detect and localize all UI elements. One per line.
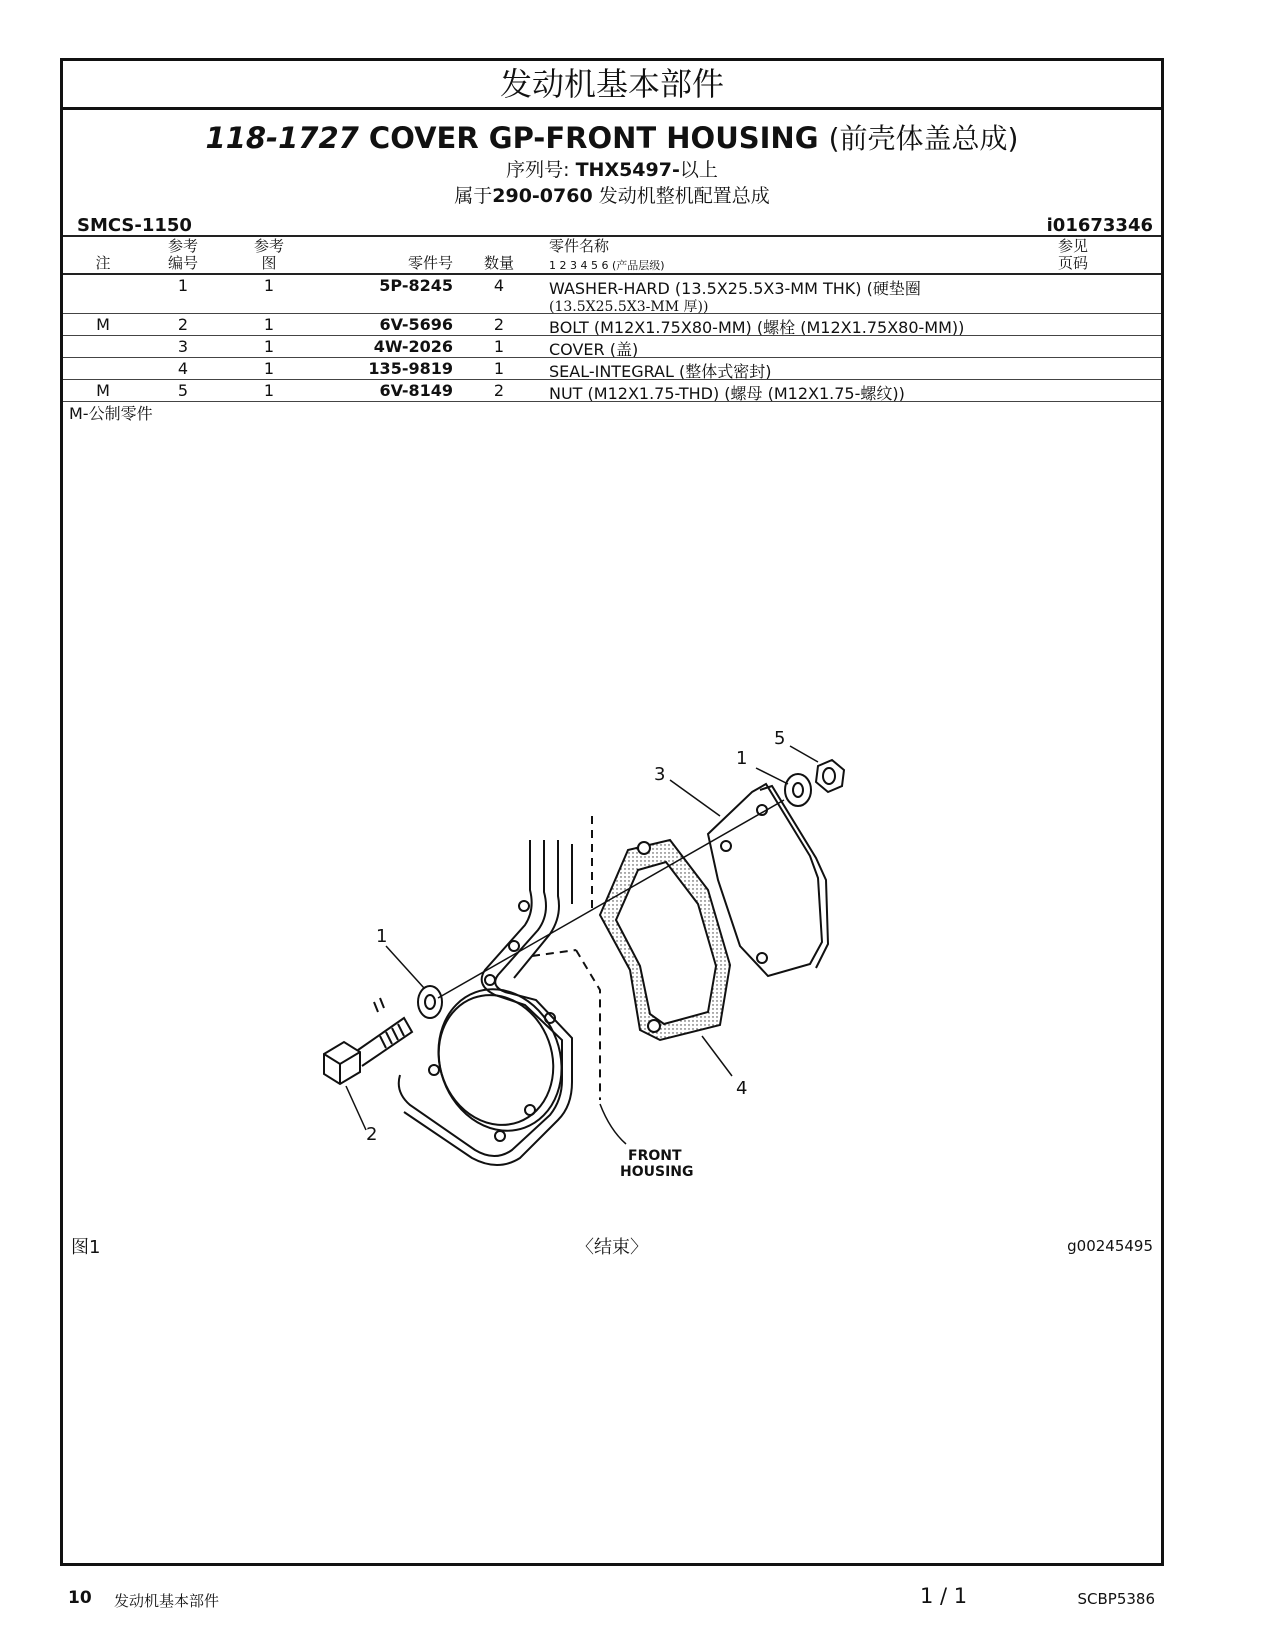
footer-page-of: 1 / 1 bbox=[920, 1584, 968, 1608]
title-part-number: 118-1727 bbox=[205, 121, 359, 155]
table-row bbox=[63, 314, 1161, 336]
row-part-number: 5P-8245 bbox=[379, 276, 453, 295]
row-name: NUT (M12X1.75-THD) (螺母 (M12X1.75-螺纹)) bbox=[549, 384, 905, 403]
washer-left-drawing bbox=[418, 986, 442, 1018]
title-cn: (前壳体盖总成) bbox=[828, 122, 1019, 155]
footer-page-number: 10 bbox=[68, 1588, 92, 1608]
header-part-no: 零件号 bbox=[407, 254, 453, 272]
row-ref: 4 bbox=[177, 359, 189, 378]
row-qty: 4 bbox=[493, 276, 505, 295]
row-qty: 1 bbox=[493, 359, 505, 378]
table-row bbox=[63, 380, 1161, 402]
row-part-number: 135-9819 bbox=[368, 359, 453, 378]
row-name: COVER (盖) bbox=[549, 340, 639, 359]
row-ref: 2 bbox=[177, 315, 189, 334]
callout-3: 3 bbox=[654, 764, 666, 785]
callout-1-right: 1 bbox=[736, 748, 748, 769]
nut-drawing bbox=[816, 760, 844, 792]
seal-gasket-drawing bbox=[600, 840, 730, 1040]
header-note: 注 bbox=[95, 254, 111, 272]
callout-2: 2 bbox=[366, 1124, 378, 1145]
header-qty: 数量 bbox=[483, 254, 514, 272]
callout-1-left: 1 bbox=[376, 926, 388, 947]
illustration-id: i01673346 bbox=[1046, 215, 1153, 236]
header-levels: 1 2 3 4 5 6 (产品层级) bbox=[549, 259, 665, 272]
row-name: SEAL-INTEGRAL (整体式密封) bbox=[549, 362, 772, 381]
cover-plate-drawing bbox=[708, 784, 828, 976]
smcs-code: SMCS-1150 bbox=[77, 215, 192, 236]
row-part-number: 6V-8149 bbox=[379, 381, 453, 400]
footer-doc-id: SCBP5386 bbox=[1077, 1590, 1155, 1608]
belongs-part: 290-0760 bbox=[492, 185, 593, 207]
row-name: BOLT (M12X1.75X80-MM) (螺栓 (M12X1.75X80-MM)) bbox=[549, 318, 965, 337]
row-ref: 1 bbox=[177, 276, 189, 295]
table-row bbox=[63, 275, 1161, 315]
table-top-rule bbox=[63, 235, 1161, 237]
row-qty: 2 bbox=[493, 381, 505, 400]
header-ref-fig-2: 图 bbox=[261, 254, 277, 272]
row-ref: 3 bbox=[177, 337, 189, 356]
serial-value: THX5497- bbox=[575, 159, 680, 181]
header-name: 零件名称 bbox=[549, 237, 610, 255]
graphic-id: g00245495 bbox=[1067, 1237, 1153, 1255]
callout-4: 4 bbox=[736, 1078, 748, 1099]
row-note: M bbox=[96, 315, 110, 334]
row-fig: 1 bbox=[263, 276, 275, 295]
row-fig: 1 bbox=[263, 337, 275, 356]
header-ref-no-1: 参考 bbox=[167, 237, 198, 255]
row-part-number: 6V-5696 bbox=[379, 315, 453, 334]
title-en: COVER GP-FRONT HOUSING bbox=[368, 121, 819, 155]
row-fig: 1 bbox=[263, 359, 275, 378]
housing-label: HOUSING bbox=[620, 1164, 694, 1180]
row-ref: 5 bbox=[177, 381, 189, 400]
belongs-line bbox=[63, 181, 1161, 208]
row-name-cont: (13.5X25.5X3-MM 厚)) bbox=[549, 299, 709, 315]
belongs-prefix: 属于 bbox=[454, 185, 493, 207]
row-qty: 1 bbox=[493, 337, 505, 356]
callout-5: 5 bbox=[774, 728, 786, 749]
front-label: FRONT bbox=[628, 1148, 682, 1164]
header-see-page-1: 参见 bbox=[1057, 237, 1088, 255]
main-title bbox=[63, 117, 1161, 157]
end-label: 〈结束〉 bbox=[576, 1237, 648, 1258]
row-part-number: 4W-2026 bbox=[373, 337, 453, 356]
bolt-drawing bbox=[324, 998, 412, 1084]
metric-footnote: M-公制零件 bbox=[69, 404, 153, 423]
header-ref-no-2: 编号 bbox=[167, 254, 198, 272]
belongs-name: 发动机整机配置总成 bbox=[598, 185, 770, 207]
header-ref-fig-1: 参考 bbox=[253, 237, 284, 255]
section-title: 发动机基本部件 bbox=[63, 61, 1161, 110]
header-see-page-2: 页码 bbox=[1057, 254, 1088, 272]
row-fig: 1 bbox=[263, 381, 275, 400]
table-row bbox=[63, 336, 1161, 358]
footer-section: 发动机基本部件 bbox=[114, 1592, 220, 1610]
row-note: M bbox=[96, 381, 110, 400]
serial-label: 序列号: bbox=[506, 159, 570, 181]
row-qty: 2 bbox=[493, 315, 505, 334]
row-divider bbox=[63, 401, 1161, 402]
row-fig: 1 bbox=[263, 315, 275, 334]
exploded-view-illustration bbox=[300, 720, 880, 1200]
table-row bbox=[63, 358, 1161, 380]
figure-label: 图1 bbox=[71, 1237, 101, 1258]
washer-right-drawing bbox=[785, 774, 811, 806]
serial-suffix: 以上 bbox=[679, 159, 718, 181]
row-name: WASHER-HARD (13.5X25.5X3-MM THK) (硬垫圈 bbox=[549, 279, 921, 298]
serial-line bbox=[63, 155, 1161, 182]
